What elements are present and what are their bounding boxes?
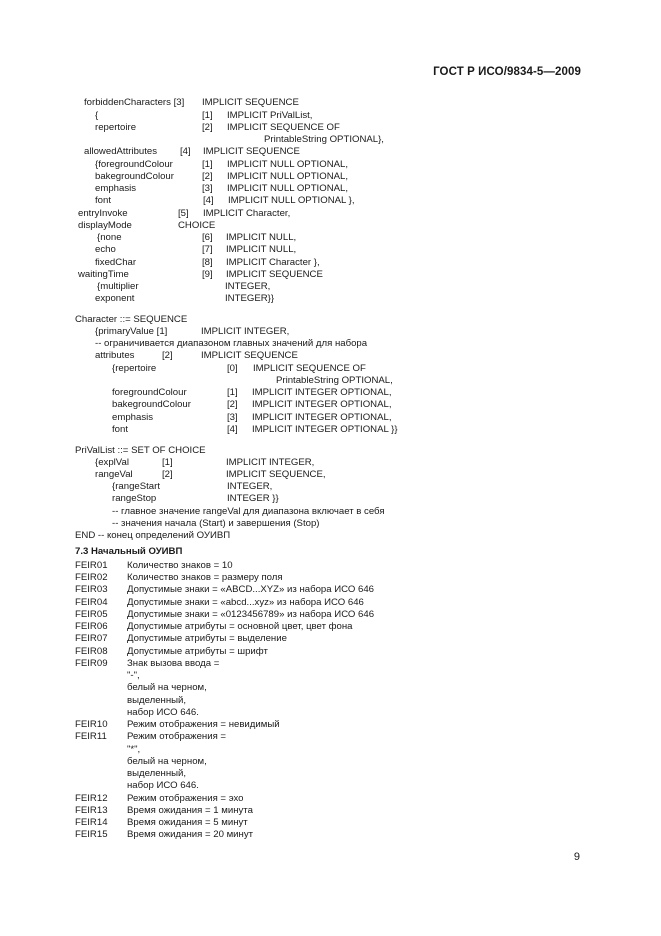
code-line: IMPLICIT NULL OPTIONAL, bbox=[227, 183, 349, 194]
code-line: CHOICE bbox=[178, 220, 216, 231]
feir-text: Допустимые атрибуты = основной цвет, цвет фона bbox=[127, 621, 353, 632]
code-line: [6] bbox=[202, 232, 213, 243]
feir-id: FEIR13 bbox=[75, 805, 108, 816]
code-line: PriValList ::= SET OF CHOICE bbox=[75, 445, 206, 456]
code-line: IMPLICIT Character }, bbox=[226, 257, 320, 268]
code-line: {none bbox=[97, 232, 122, 243]
code-line: PrintableString OPTIONAL, bbox=[276, 375, 393, 386]
code-line: repertoire bbox=[95, 122, 137, 133]
feir-id: FEIR14 bbox=[75, 817, 108, 828]
feir-text: Количество знаков = 10 bbox=[127, 560, 233, 571]
code-line: [1] bbox=[162, 457, 173, 468]
code-line: IMPLICIT INTEGER OPTIONAL }} bbox=[252, 424, 398, 435]
code-line: {explVal bbox=[95, 457, 129, 468]
feir-id: FEIR08 bbox=[75, 646, 108, 657]
code-line: [2] bbox=[162, 350, 173, 361]
feir-id: FEIR04 bbox=[75, 597, 108, 608]
code-line: IMPLICIT INTEGER, bbox=[201, 326, 290, 337]
code-line: emphasis bbox=[112, 412, 154, 423]
code-line: allowedAttributes bbox=[84, 146, 158, 157]
code-line: {foregroundColour bbox=[95, 159, 173, 170]
code-comment: -- ограничивается диапазоном главных значений для набора bbox=[95, 338, 368, 349]
code-line: rangeStop bbox=[112, 493, 157, 504]
code-line: [2] bbox=[202, 122, 213, 133]
code-line: [1] bbox=[227, 387, 238, 398]
code-line: IMPLICIT SEQUENCE bbox=[201, 350, 298, 361]
feir-text: Допустимые знаки = «ABCD...XYZ» из набора ИСО 646 bbox=[127, 584, 375, 595]
feir-id: FEIR03 bbox=[75, 584, 108, 595]
code-line: rangeVal bbox=[95, 469, 133, 480]
code-line: [2] bbox=[227, 399, 238, 410]
code-line: IMPLICIT SEQUENCE bbox=[226, 269, 323, 280]
code-comment: -- значения начала (Start) и завершения (Stop) bbox=[112, 518, 320, 529]
feir-text: набор ИСО 646. bbox=[127, 707, 199, 718]
code-line: Character ::= SEQUENCE bbox=[75, 314, 188, 325]
code-line: [3] bbox=[202, 183, 213, 194]
code-line: entryInvoke bbox=[78, 208, 128, 219]
code-line: font bbox=[95, 195, 112, 206]
code-line: IMPLICIT INTEGER OPTIONAL, bbox=[252, 399, 392, 410]
feir-text: Допустимые знаки = «abcd...xyz» из набора ИСО 646 bbox=[127, 597, 364, 608]
code-comment: -- главное значение rangeVal для диапазона включает в себя bbox=[112, 506, 385, 517]
code-line: echo bbox=[95, 244, 116, 255]
feir-text: Знак вызова ввода = bbox=[127, 658, 220, 669]
code-line: IMPLICIT SEQUENCE OF bbox=[227, 122, 340, 133]
code-line: IMPLICIT INTEGER OPTIONAL, bbox=[252, 412, 392, 423]
code-line: [1] bbox=[202, 110, 213, 121]
code-line: END -- конец определений ОУИВП bbox=[75, 530, 231, 541]
code-line: {rangeStart bbox=[112, 481, 161, 492]
code-line: IMPLICIT SEQUENCE bbox=[203, 146, 300, 157]
code-line: INTEGER, bbox=[225, 281, 271, 292]
feir-id: FEIR01 bbox=[75, 560, 108, 571]
feir-text: Режим отображения = невидимый bbox=[127, 719, 280, 730]
code-line: font bbox=[112, 424, 129, 435]
feir-text: набор ИСО 646. bbox=[127, 780, 199, 791]
feir-id: FEIR07 bbox=[75, 633, 108, 644]
code-line: [5] bbox=[178, 208, 189, 219]
feir-id: FEIR02 bbox=[75, 572, 108, 583]
code-line: bakegroundColour bbox=[112, 399, 191, 410]
code-line: [2] bbox=[202, 171, 213, 182]
code-line: IMPLICIT SEQUENCE bbox=[202, 97, 299, 108]
feir-text: Время ожидания = 1 минута bbox=[127, 805, 253, 816]
code-line: IMPLICIT Character, bbox=[203, 208, 291, 219]
code-line: attributes bbox=[95, 350, 135, 361]
code-line: INTEGER}} bbox=[225, 293, 275, 304]
code-line: {multiplier bbox=[97, 281, 139, 292]
code-line: emphasis bbox=[95, 183, 137, 194]
code-line: IMPLICIT NULL, bbox=[226, 232, 297, 243]
feir-text: Количество знаков = размеру поля bbox=[127, 572, 283, 583]
code-line: IMPLICIT NULL OPTIONAL, bbox=[227, 171, 349, 182]
feir-text: белый на черном, bbox=[127, 682, 207, 693]
code-line: bakegroundColour bbox=[95, 171, 174, 182]
code-line: [4] bbox=[180, 146, 191, 157]
code-line: IMPLICIT INTEGER OPTIONAL, bbox=[252, 387, 392, 398]
code-line: [1] bbox=[202, 159, 213, 170]
code-line: [4] bbox=[203, 195, 214, 206]
code-line: IMPLICIT SEQUENCE OF bbox=[253, 363, 366, 374]
page-number: 9 bbox=[573, 851, 580, 863]
feir-text: "-", bbox=[127, 670, 140, 681]
code-line: exponent bbox=[95, 293, 135, 304]
code-line: waitingTime bbox=[78, 269, 129, 280]
code-line: IMPLICIT SEQUENCE, bbox=[226, 469, 326, 480]
feir-text: Режим отображения = эхо bbox=[127, 793, 244, 804]
section-title: 7.3 Начальный ОУИВП bbox=[75, 546, 183, 557]
feir-id: FEIR06 bbox=[75, 621, 108, 632]
document-header: ГОСТ Р ИСО/9834-5—2009 bbox=[433, 66, 581, 78]
feir-text: белый на черном, bbox=[127, 756, 207, 767]
code-line: [3] bbox=[227, 412, 238, 423]
code-line: IMPLICIT NULL OPTIONAL }, bbox=[228, 195, 355, 206]
code-line: forbiddenCharacters [3] bbox=[84, 97, 185, 108]
feir-text: выделенный, bbox=[127, 695, 187, 706]
feir-id: FEIR05 bbox=[75, 609, 108, 620]
code-line: fixedChar bbox=[95, 257, 137, 268]
code-line: [8] bbox=[202, 257, 213, 268]
feir-id: FEIR15 bbox=[75, 829, 108, 840]
code-line: [0] bbox=[227, 363, 238, 374]
code-line: foregroundColour bbox=[112, 387, 187, 398]
code-line: PrintableString OPTIONAL}, bbox=[264, 134, 384, 145]
feir-text: выделенный, bbox=[127, 768, 187, 779]
feir-text: Режим отображения = bbox=[127, 731, 227, 742]
feir-text: Допустимые атрибуты = выделение bbox=[127, 633, 287, 644]
code-line: INTEGER, bbox=[227, 481, 273, 492]
code-line: IMPLICIT NULL, bbox=[226, 244, 297, 255]
code-line: INTEGER }} bbox=[227, 493, 279, 504]
feir-text: Допустимые знаки = «0123456789» из набора ИСО 646 bbox=[127, 609, 375, 620]
code-line: { bbox=[95, 110, 99, 121]
code-line: {primaryValue [1] bbox=[95, 326, 168, 337]
feir-id: FEIR11 bbox=[75, 731, 107, 742]
code-line: IMPLICIT NULL OPTIONAL, bbox=[227, 159, 349, 170]
code-line: [7] bbox=[202, 244, 213, 255]
code-line: [2] bbox=[162, 469, 173, 480]
feir-text: Время ожидания = 20 минут bbox=[127, 829, 254, 840]
feir-text: Время ожидания = 5 минут bbox=[127, 817, 248, 828]
code-line: {repertoire bbox=[112, 363, 157, 374]
code-line: IMPLICIT PriValList, bbox=[227, 110, 313, 121]
feir-id: FEIR10 bbox=[75, 719, 108, 730]
code-line: [4] bbox=[227, 424, 238, 435]
feir-id: FEIR09 bbox=[75, 658, 108, 669]
code-line: [9] bbox=[202, 269, 213, 280]
code-line: displayMode bbox=[78, 220, 132, 231]
feir-id: FEIR12 bbox=[75, 793, 108, 804]
code-line: IMPLICIT INTEGER, bbox=[226, 457, 315, 468]
feir-text: "*", bbox=[127, 744, 141, 755]
feir-text: Допустимые атрибуты = шрифт bbox=[127, 646, 268, 657]
